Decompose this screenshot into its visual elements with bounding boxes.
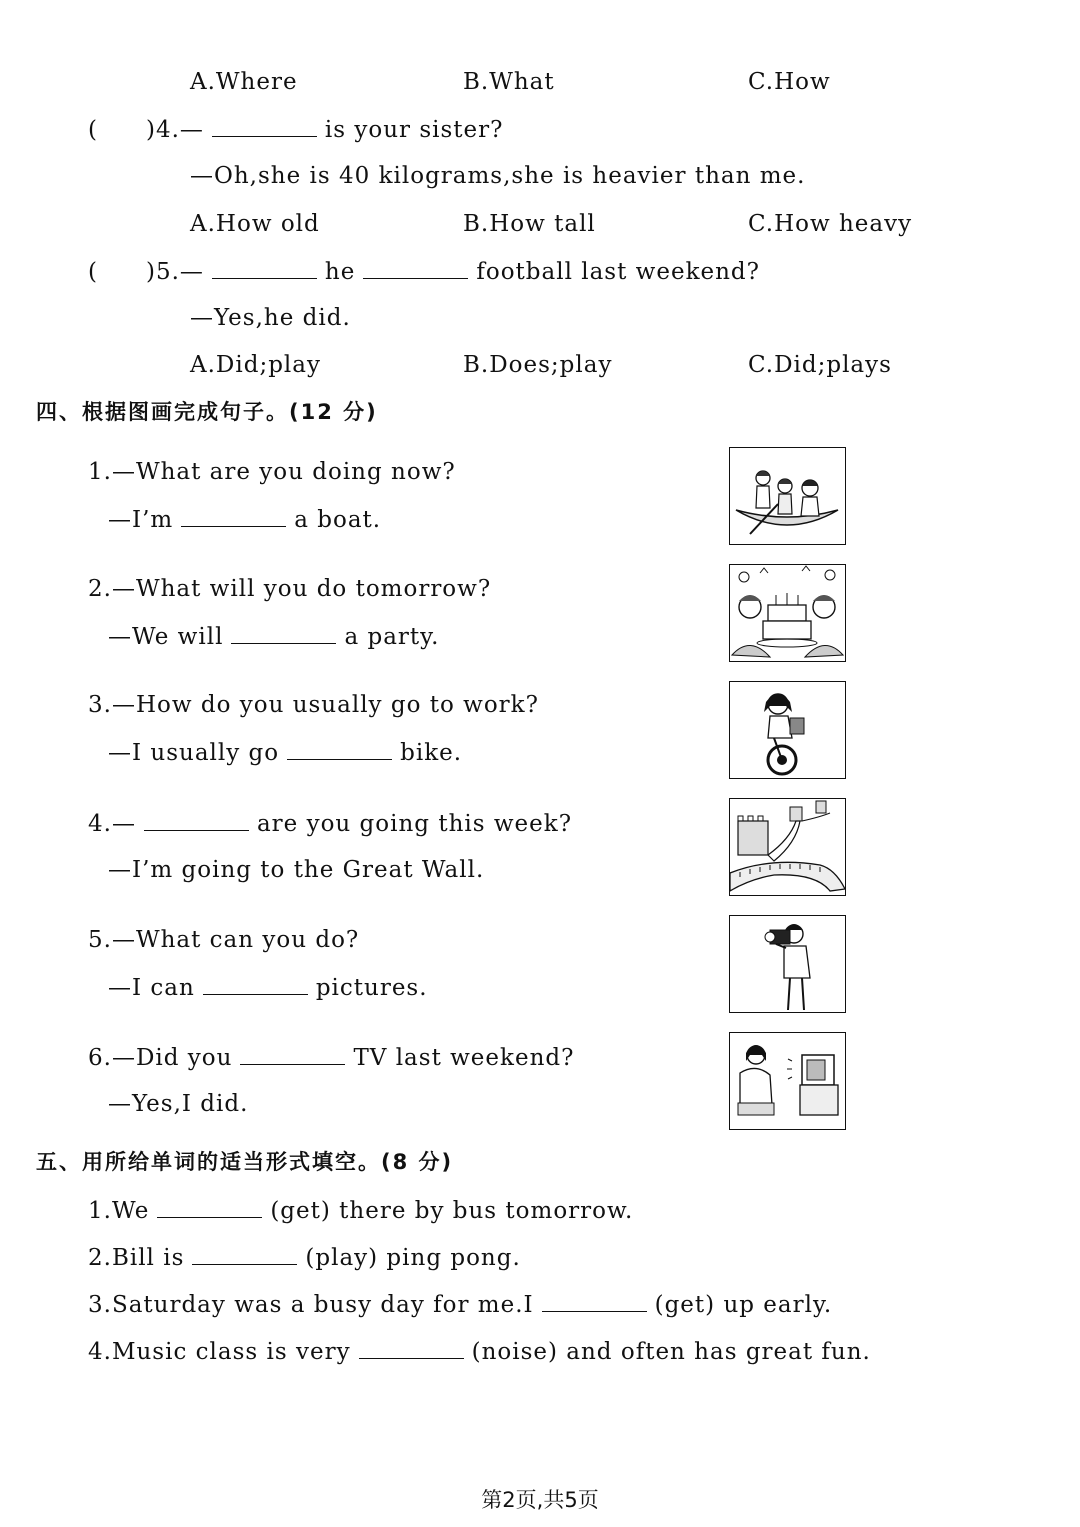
s4-a3-blank[interactable] (287, 737, 392, 760)
s4-a1-before: —I’m (108, 507, 174, 533)
s5-q2-before: 2.Bill is (88, 1245, 185, 1271)
s5-q1-blank[interactable] (157, 1195, 262, 1218)
q4-question (88, 114, 503, 145)
s4-q4-before: 4.— (88, 811, 136, 837)
q5-answer: —Yes,he did. (190, 305, 351, 331)
q5-option-a: A.Did;play (190, 352, 321, 378)
page-footer: 第2页,共5页 (481, 1488, 599, 1512)
girl-watching-tv-illustration (730, 1033, 845, 1129)
q4-paren: ( )4.— (88, 117, 204, 143)
s4-a4: —I’m going to the Great Wall. (108, 857, 485, 883)
s4-a5 (108, 972, 428, 1003)
s5-q3-blank[interactable] (542, 1289, 647, 1312)
s4-a2-after: a party. (344, 624, 440, 650)
s4-q4 (88, 808, 572, 839)
q5-blank-2[interactable] (363, 256, 468, 279)
s4-q1: 1.—What are you doing now? (88, 459, 456, 485)
s5-q3 (88, 1289, 832, 1320)
s5-q1 (88, 1195, 633, 1226)
q5-paren: ( )5.— (88, 259, 204, 285)
s4-a6: —Yes,I did. (108, 1091, 249, 1117)
s5-q2-after: (play) ping pong. (305, 1245, 521, 1271)
s5-q4 (88, 1336, 871, 1367)
girl-on-bike-picture (729, 681, 846, 779)
s4-a3 (108, 737, 462, 768)
q5-question (88, 256, 760, 287)
section4-heading: 四、根据图画完成句子。(12 分) (36, 400, 378, 424)
q3-option-b: B.What (463, 69, 555, 95)
section5-heading: 五、用所给单词的适当形式填空。(8 分) (36, 1150, 454, 1174)
s4-q2: 2.—What will you do tomorrow? (88, 576, 492, 602)
s4-a5-after: pictures. (315, 975, 428, 1001)
girl-on-bike-illustration (730, 682, 845, 778)
s4-a3-after: bike. (400, 740, 463, 766)
s5-q3-before: 3.Saturday was a busy day for me.I (88, 1292, 534, 1318)
s4-q5: 5.—What can you do? (88, 927, 360, 953)
s4-a1 (108, 504, 381, 535)
s5-q4-after: (noise) and often has great fun. (471, 1339, 871, 1365)
q5-question-text: football last weekend? (476, 259, 760, 285)
q4-blank[interactable] (212, 114, 317, 137)
s4-a2 (108, 621, 439, 652)
s4-a1-blank[interactable] (181, 504, 286, 527)
q4-option-c: C.How heavy (748, 211, 913, 237)
great-wall-illustration (730, 799, 845, 895)
s4-q6 (88, 1042, 574, 1073)
s4-q4-after: are you going this week? (256, 811, 573, 837)
s4-a5-before: —I can (108, 975, 195, 1001)
q5-blank-1[interactable] (212, 256, 317, 279)
q4-answer: —Oh,she is 40 kilograms,she is heavier than me. (190, 163, 806, 189)
girl-watching-tv-picture (729, 1032, 846, 1130)
q4-option-b: B.How tall (463, 211, 596, 237)
s5-q3-after: (get) up early. (654, 1292, 833, 1318)
s5-q1-after: (get) there by bus tomorrow. (270, 1198, 634, 1224)
party-cake-picture (729, 564, 846, 662)
s5-q4-before: 4.Music class is very (88, 1339, 351, 1365)
boat-rowing-picture (729, 447, 846, 545)
s4-q6-blank[interactable] (240, 1042, 345, 1065)
boat-rowing-illustration (730, 448, 845, 544)
q3-option-c: C.How (748, 69, 831, 95)
q4-question-text: is your sister? (324, 117, 504, 143)
s4-q6-before: 6.—Did you (88, 1045, 233, 1071)
s4-q4-blank[interactable] (144, 808, 249, 831)
s4-q3: 3.—How do you usually go to work? (88, 692, 539, 718)
s4-a1-after: a boat. (294, 507, 382, 533)
q4-option-a: A.How old (190, 211, 320, 237)
q5-mid: he (324, 259, 356, 285)
q3-option-a: A.Where (190, 69, 298, 95)
great-wall-picture (729, 798, 846, 896)
s4-a2-blank[interactable] (231, 621, 336, 644)
s5-q2-blank[interactable] (192, 1242, 297, 1265)
s5-q1-before: 1.We (88, 1198, 150, 1224)
party-cake-illustration (730, 565, 845, 661)
s5-q4-blank[interactable] (359, 1336, 464, 1359)
man-with-camera-illustration (730, 916, 845, 1012)
man-with-camera-picture (729, 915, 846, 1013)
s4-q6-after: TV last weekend? (353, 1045, 575, 1071)
s5-q2 (88, 1242, 521, 1273)
q5-option-b: B.Does;play (463, 352, 613, 378)
s4-a2-before: —We will (108, 624, 224, 650)
q5-option-c: C.Did;plays (748, 352, 892, 378)
s4-a3-before: —I usually go (108, 740, 280, 766)
s4-a5-blank[interactable] (203, 972, 308, 995)
